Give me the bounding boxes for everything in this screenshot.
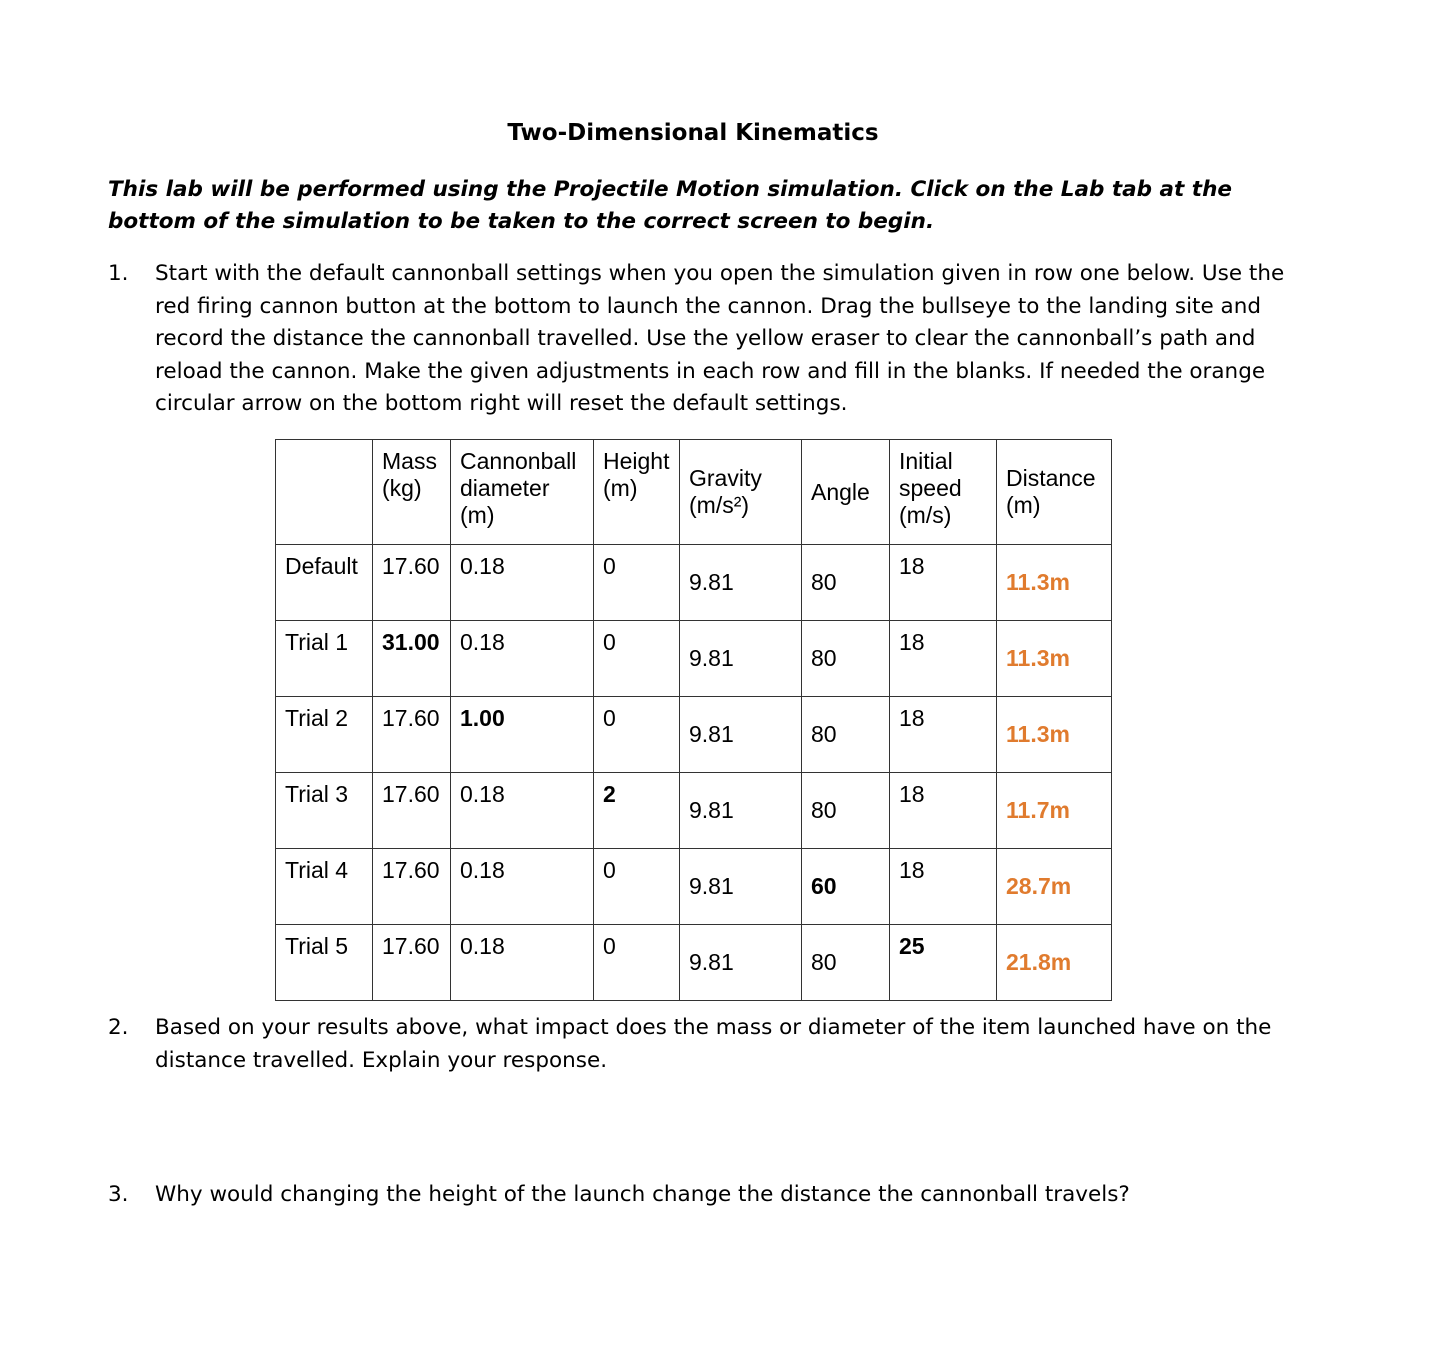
cell-gravity: 9.81 bbox=[680, 849, 802, 925]
table-header-row bbox=[276, 440, 1112, 545]
cell-diameter: 0.18 bbox=[451, 773, 594, 849]
table-row bbox=[276, 849, 1112, 925]
cell-height: 0 bbox=[594, 545, 680, 621]
header-gravity: Gravity (m/s²) bbox=[680, 440, 802, 545]
cell-height: 2 bbox=[594, 773, 680, 849]
cell-distance: 21.8m bbox=[997, 925, 1112, 1001]
table-row bbox=[276, 925, 1112, 1001]
table-row bbox=[276, 545, 1112, 621]
cell-angle: 60 bbox=[802, 849, 890, 925]
row-label: Trial 5 bbox=[276, 925, 373, 1001]
header-angle: Angle bbox=[802, 440, 890, 545]
header-height: Height (m) bbox=[594, 440, 680, 545]
table-row bbox=[276, 697, 1112, 773]
cell-mass: 17.60 bbox=[373, 925, 451, 1001]
question-2 bbox=[108, 1012, 1308, 1077]
cell-mass: 17.60 bbox=[373, 849, 451, 925]
cell-distance: 11.3m bbox=[997, 621, 1112, 697]
cell-diameter: 0.18 bbox=[451, 925, 594, 1001]
header-diameter: Cannonball diameter (m) bbox=[451, 440, 594, 545]
question-text: Why would changing the height of the launch change the distance the cannonball travels? bbox=[155, 1182, 1130, 1207]
question-1 bbox=[108, 258, 1308, 421]
cell-speed: 18 bbox=[890, 849, 997, 925]
table-row bbox=[276, 621, 1112, 697]
question-3 bbox=[108, 1179, 1308, 1212]
header-distance: Distance (m) bbox=[997, 440, 1112, 545]
cell-mass: 17.60 bbox=[373, 773, 451, 849]
row-label: Trial 1 bbox=[276, 621, 373, 697]
row-label: Default bbox=[276, 545, 373, 621]
cell-gravity: 9.81 bbox=[680, 773, 802, 849]
cell-height: 0 bbox=[594, 925, 680, 1001]
cell-mass: 17.60 bbox=[373, 545, 451, 621]
header-speed: Initial speed (m/s) bbox=[890, 440, 997, 545]
cell-speed: 18 bbox=[890, 545, 997, 621]
cell-angle: 80 bbox=[802, 697, 890, 773]
cell-diameter: 0.18 bbox=[451, 849, 594, 925]
cell-speed: 18 bbox=[890, 621, 997, 697]
cell-gravity: 9.81 bbox=[680, 545, 802, 621]
intro-instructions: This lab will be performed using the Projectile Motion simulation. Click on the Lab tab at the bottom of the simulation to be taken to the correct screen to begin. bbox=[108, 177, 1232, 234]
cell-mass: 17.60 bbox=[373, 697, 451, 773]
question-number: 1. bbox=[108, 261, 129, 286]
cell-diameter: 0.18 bbox=[451, 545, 594, 621]
row-label: Trial 2 bbox=[276, 697, 373, 773]
cell-speed: 25 bbox=[890, 925, 997, 1001]
question-text: Based on your results above, what impact does the mass or diameter of the item launched have on the distance travelled. Explain your response. bbox=[155, 1015, 1272, 1073]
cell-speed: 18 bbox=[890, 697, 997, 773]
table-row bbox=[276, 773, 1112, 849]
cell-gravity: 9.81 bbox=[680, 621, 802, 697]
cell-speed: 18 bbox=[890, 773, 997, 849]
header-label bbox=[276, 440, 373, 545]
row-label: Trial 4 bbox=[276, 849, 373, 925]
cell-mass: 31.00 bbox=[373, 621, 451, 697]
results-table bbox=[275, 439, 1112, 1001]
cell-angle: 80 bbox=[802, 621, 890, 697]
question-number: 3. bbox=[108, 1182, 129, 1207]
question-number: 2. bbox=[108, 1015, 129, 1040]
question-text: Start with the default cannonball settings when you open the simulation given in row one below. Use the red firing cannon button at the bottom to launch the cannon. Drag the bullseye to the landing site and record the distance the cannonball travelled. Use the yellow eraser to clear the cannonball’s path and reload the cannon. Make the given adjustments in each row and fill in the blanks. If needed the orange circular arrow on the bottom right will reset the default settings. bbox=[155, 261, 1285, 416]
cell-distance: 28.7m bbox=[997, 849, 1112, 925]
cell-height: 0 bbox=[594, 697, 680, 773]
cell-height: 0 bbox=[594, 849, 680, 925]
cell-angle: 80 bbox=[802, 545, 890, 621]
row-label: Trial 3 bbox=[276, 773, 373, 849]
cell-angle: 80 bbox=[802, 773, 890, 849]
page-title: Two-Dimensional Kinematics bbox=[507, 120, 879, 146]
cell-distance: 11.3m bbox=[997, 697, 1112, 773]
cell-height: 0 bbox=[594, 621, 680, 697]
cell-gravity: 9.81 bbox=[680, 925, 802, 1001]
cell-diameter: 1.00 bbox=[451, 697, 594, 773]
cell-angle: 80 bbox=[802, 925, 890, 1001]
cell-gravity: 9.81 bbox=[680, 697, 802, 773]
cell-diameter: 0.18 bbox=[451, 621, 594, 697]
cell-distance: 11.3m bbox=[997, 545, 1112, 621]
cell-distance: 11.7m bbox=[997, 773, 1112, 849]
header-mass: Mass (kg) bbox=[373, 440, 451, 545]
